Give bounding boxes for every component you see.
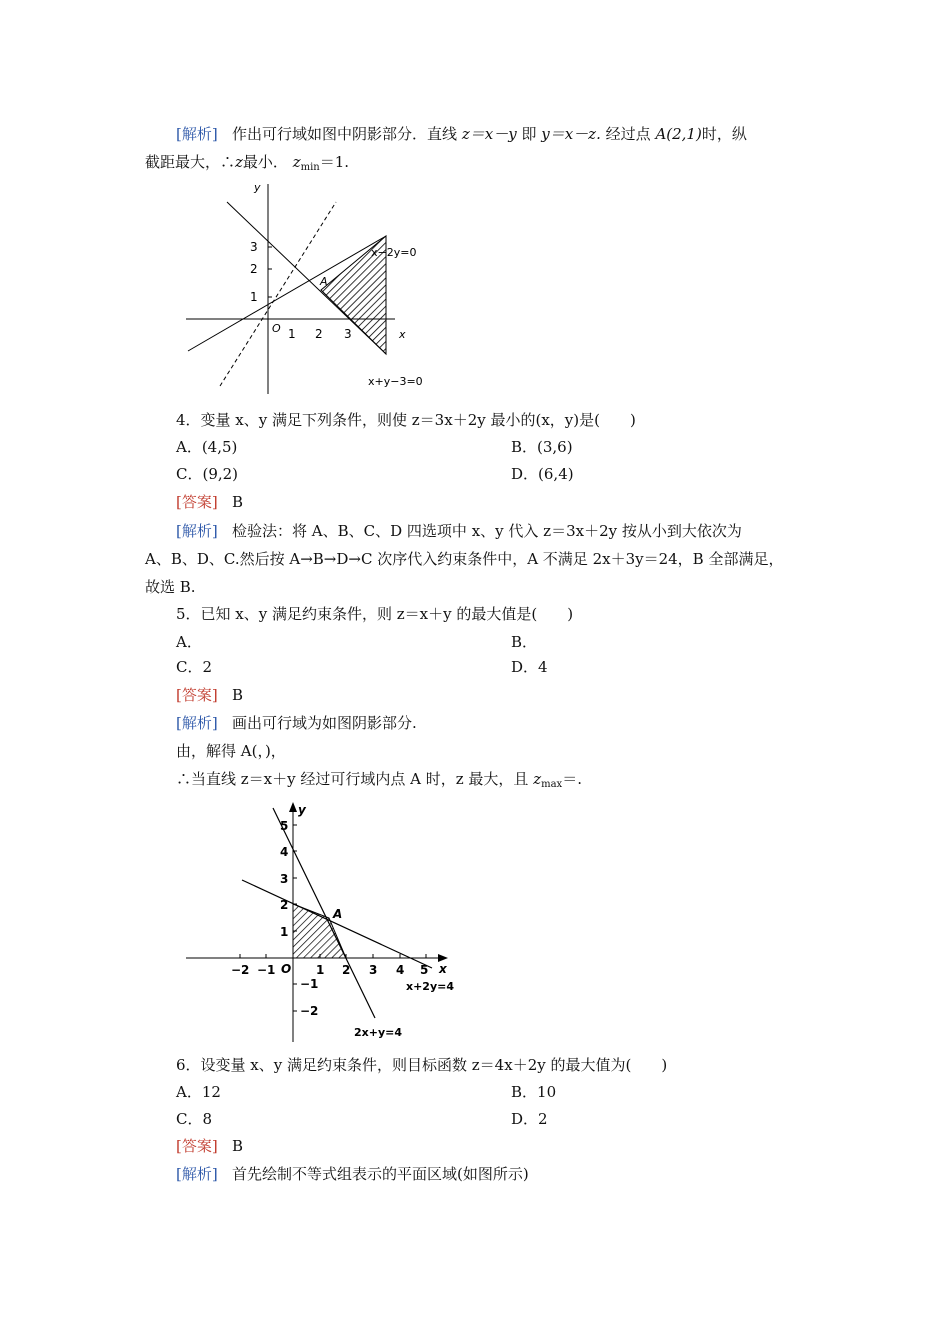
value: ＝1. [319,153,350,171]
answer-value: B [232,1137,244,1155]
analysis-tag: [解析] [176,714,218,732]
q5-option-c: C．2 [176,658,213,676]
x-arrow [438,954,448,962]
q6-option-d: D．2 [511,1110,548,1128]
x-tick-5: 5 [420,963,429,977]
x-tick-3: 3 [344,327,352,341]
q4-analysis-line1 [176,521,742,541]
q6-option-b: B．10 [511,1083,557,1101]
q6-option-c: C．8 [176,1110,213,1128]
x-tick-1: 1 [316,963,325,977]
y-tick-3: 3 [250,240,258,254]
text: 首先绘制不等式组表示的平面区域(如图所示) [232,1165,529,1183]
analysis-tag: [解析] [176,1165,218,1183]
x-tick-4: 4 [396,963,405,977]
answer-tag: [答案] [176,1137,218,1155]
answer-tag: [答案] [176,686,218,704]
answer-value: B [232,493,244,511]
line-label-1: x−2y=0 [371,246,417,259]
text: 时，纵 [701,125,747,143]
q4-option-b: B．(3,6) [511,438,573,456]
x-tick-neg1: −1 [257,963,276,977]
subscript: max [541,779,563,790]
origin-label: O [272,322,281,335]
y-tick-1: 1 [250,290,258,304]
equation: z＝x－y [461,125,517,143]
q6-option-a: A．12 [176,1083,221,1101]
var-z: z [235,153,243,171]
y-tick-neg2: −2 [300,1004,319,1018]
q5-option-d: D．4 [511,658,548,676]
q6-analysis-line1 [176,1164,529,1184]
text: 经过点 [605,125,651,143]
y-tick-2: 2 [280,898,289,912]
answer-value: B [232,686,244,704]
y-tick-4: 4 [280,845,289,859]
point: A(2,1) [655,125,702,143]
x-label: x [439,962,447,976]
point-a-label: A [333,907,343,921]
text: 最小． [242,153,288,171]
x-tick-1: 1 [288,327,296,341]
line-label-2: 2x+y=4 [354,1026,403,1039]
q4-stem: 4．变量 x、y 满足下列条件，则使 z＝3x＋2y 最小的(x，y)是( ) [176,411,636,429]
x-tick-2: 2 [342,963,351,977]
var-z: z [533,770,542,788]
q4-option-a: A．(4,5) [176,438,238,456]
q4-option-d: D．(6,4) [511,465,574,483]
value: ＝. [562,770,582,788]
x-tick-3: 3 [369,963,378,977]
origin-label: O [281,962,292,976]
text: 即 [521,125,537,143]
q3-analysis-line1 [176,124,747,144]
q5-option-b: B． [511,633,538,651]
text: 截距最大，∴ [145,153,236,171]
q5-answer [176,685,243,705]
q5-stem: 5．已知 x、y 满足约束条件，则 z＝x＋y 的最大值是( ) [176,605,574,623]
figure-2 [180,798,470,1046]
y-tick-3: 3 [280,872,289,886]
q4-answer [176,492,243,512]
y-arrow [289,802,297,812]
subscript: min [300,162,320,173]
q4-analysis-line3: 故选 B. [145,578,196,596]
text: 作出可行域如图中阴影部分．直线 [232,125,458,143]
line-label-1: x+2y=4 [406,980,455,993]
q5-option-a: A． [176,633,202,651]
text: 画出可行域为如图阴影部分. [232,714,417,732]
x-tick-2: 2 [315,327,323,341]
y-tick-1: 1 [280,925,289,939]
q5-analysis-line1 [176,713,417,733]
q4-analysis-line2: A、B、D、C.然后按 A→B→D→C 次序代入约束条件中，A 不满足 2x＋3y＝24，B 全部满足， [145,550,784,568]
dashed-line [220,202,336,386]
y-tick-2: 2 [250,262,258,276]
text: 检验法：将 A、B、C、D 四选项中 x、y 代入 z＝3x＋2y 按从小到大依次为 [232,522,742,540]
y-label: y [298,803,306,817]
figure-1 [180,172,440,394]
equation: y＝x－z. [541,125,601,143]
analysis-tag: [解析] [176,522,218,540]
x-tick-neg2: −2 [231,963,250,977]
y-tick-5: 5 [280,819,289,833]
var-z: z [292,153,301,171]
q5-analysis-line2: 由，解得 A(，)， [176,742,286,760]
text: ∴当直线 z＝x＋y 经过可行域内点 A 时，z 最大，且 [176,770,534,788]
x-label: x [399,328,406,341]
line-label-2: x+y−3=0 [368,375,423,388]
line-2x+y [273,808,378,1018]
point-a-label: A [320,275,328,288]
y-tick-neg1: −1 [300,977,319,991]
q6-stem: 6．设变量 x、y 满足约束条件，则目标函数 z＝4x＋2y 的最大值为( ) [176,1056,668,1074]
q5-analysis-line3 [176,769,582,792]
y-label: y [254,181,261,194]
q4-option-c: C．(9,2) [176,465,239,483]
analysis-tag: [解析] [176,125,218,143]
q6-answer [176,1136,243,1156]
answer-tag: [答案] [176,493,218,511]
